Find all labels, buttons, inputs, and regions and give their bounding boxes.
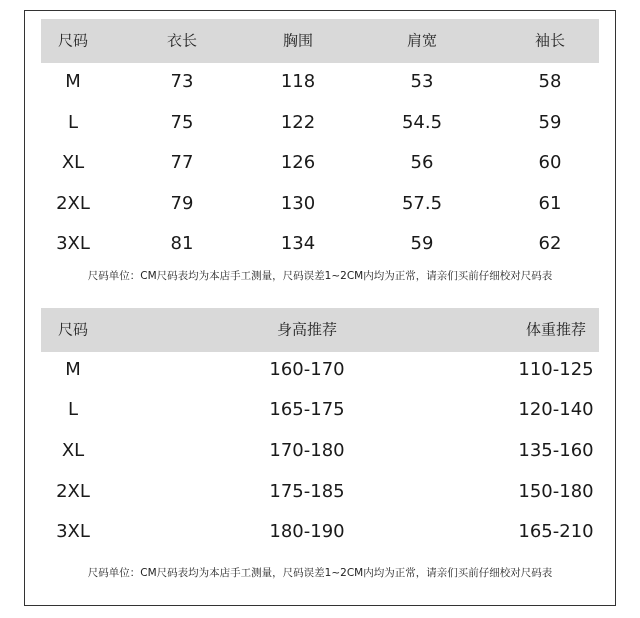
table-cell: 59 [538, 112, 562, 133]
table-cell: 79 [170, 193, 194, 214]
table-cell: 180-190 [269, 521, 345, 542]
column-header: 身高推荐 [276, 320, 338, 339]
table-cell: 62 [538, 233, 562, 254]
table-cell: 170-180 [269, 440, 345, 461]
column-header: 尺码 [57, 320, 89, 339]
table-cell: 150-180 [518, 481, 594, 502]
table-cell: 59 [410, 233, 434, 254]
column-header: 衣长 [166, 31, 198, 50]
column-header: 胸围 [282, 31, 314, 50]
table-cell: 130 [280, 193, 316, 214]
table-cell: 122 [280, 112, 316, 133]
table-cell: XL [61, 152, 85, 173]
column-header: 体重推荐 [525, 320, 587, 339]
table-cell: 54.5 [401, 112, 443, 133]
table-cell: M [65, 359, 81, 380]
table-cell: M [65, 71, 81, 92]
size-table-note: 尺码单位：CM尺码表均为本店手工测量，尺码误差1~2CM内均为正常，请亲们买前仔细校对尺码表 [87, 270, 553, 282]
table-cell: 56 [410, 152, 434, 173]
table-cell: 3XL [56, 521, 90, 542]
table-cell: 160-170 [269, 359, 345, 380]
table-cell: 61 [538, 193, 562, 214]
table-cell: 120-140 [518, 399, 594, 420]
table-cell: 75 [170, 112, 194, 133]
table-cell: 110-125 [518, 359, 594, 380]
column-header: 尺码 [57, 31, 89, 50]
table-cell: 77 [170, 152, 194, 173]
table-cell: 2XL [56, 193, 90, 214]
recommend-table-note: 尺码单位：CM尺码表均为本店手工测量，尺码误差1~2CM内均为正常，请亲们买前仔细校对尺码表 [87, 567, 553, 579]
size-table-header [41, 19, 599, 63]
table-cell: 126 [280, 152, 316, 173]
table-cell: L [67, 399, 79, 420]
column-header: 袖长 [534, 31, 566, 50]
table-cell: 3XL [56, 233, 90, 254]
table-cell: 73 [170, 71, 194, 92]
table-cell: 60 [538, 152, 562, 173]
table-cell: 175-185 [269, 481, 345, 502]
table-cell: 81 [170, 233, 194, 254]
table-cell: L [67, 112, 79, 133]
column-header: 肩宽 [406, 31, 438, 50]
table-cell: 135-160 [518, 440, 594, 461]
table-cell: 58 [538, 71, 562, 92]
table-cell: 2XL [56, 481, 90, 502]
table-cell: 53 [410, 71, 434, 92]
table-cell: 165-210 [518, 521, 594, 542]
table-cell: 134 [280, 233, 316, 254]
table-cell: 165-175 [269, 399, 345, 420]
table-cell: 57.5 [401, 193, 443, 214]
table-cell: 118 [280, 71, 316, 92]
table-cell: XL [61, 440, 85, 461]
